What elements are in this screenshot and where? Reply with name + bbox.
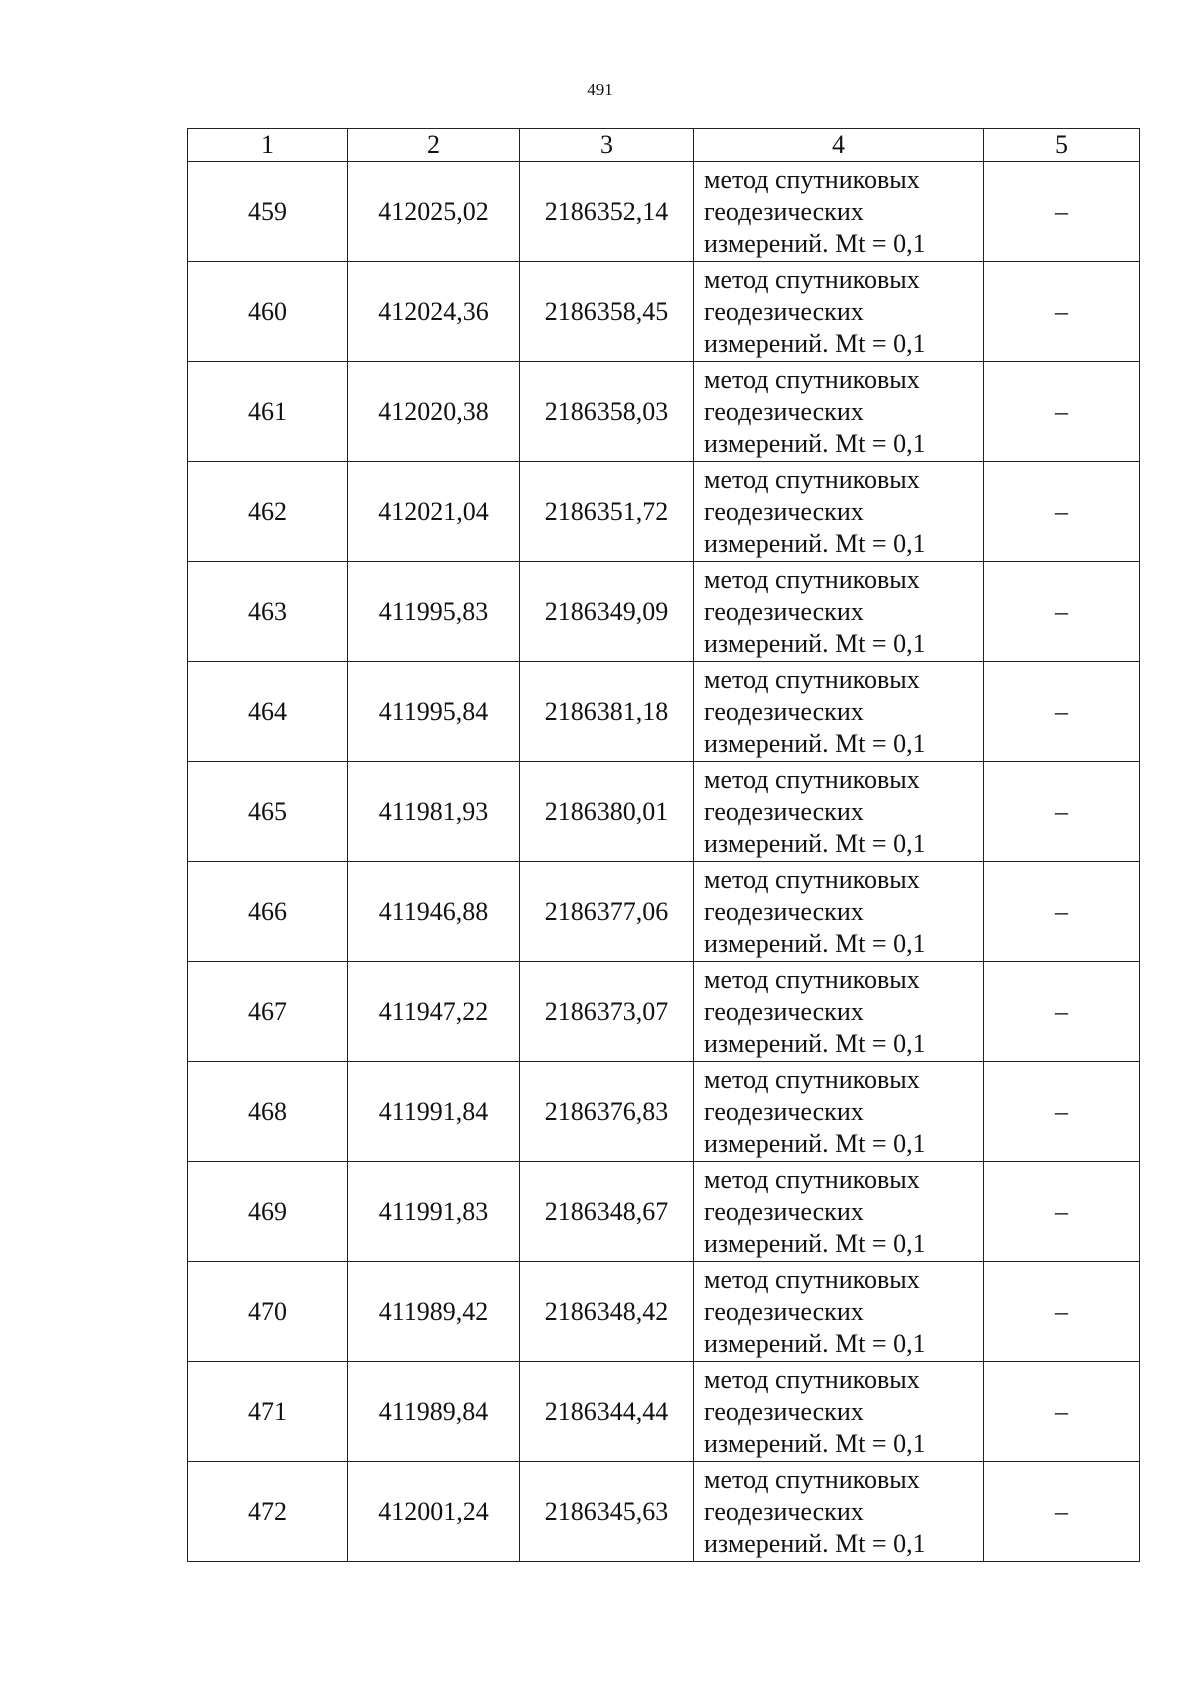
method-text-line: метод спутниковых: [704, 564, 920, 594]
method-text-line: геодезических: [704, 596, 864, 626]
table-row: [188, 1462, 1140, 1562]
method-cell: [694, 362, 984, 462]
method-cell: [694, 1362, 984, 1462]
x-coordinate-cell: 412025,02: [348, 162, 520, 262]
y-coordinate-cell: 2186345,63: [520, 1462, 694, 1562]
note-cell: –: [984, 162, 1140, 262]
table-row: [188, 462, 1140, 562]
method-text-line: метод спутниковых: [704, 1464, 920, 1494]
table-row: [188, 962, 1140, 1062]
y-coordinate-cell: 2186348,67: [520, 1162, 694, 1262]
method-text-line: метод спутниковых: [704, 1264, 920, 1294]
method-text-line: метод спутниковых: [704, 264, 920, 294]
method-text-line: геодезических: [704, 996, 864, 1026]
point-number-cell: 460: [188, 262, 348, 362]
y-coordinate-cell: 2186358,45: [520, 262, 694, 362]
y-coordinate-cell: 2186351,72: [520, 462, 694, 562]
note-cell: –: [984, 1162, 1140, 1262]
method-text-line: измерений. Mt = 0,1: [704, 528, 926, 558]
coordinates-table: [187, 128, 1140, 1562]
note-cell: –: [984, 962, 1140, 1062]
note-cell: –: [984, 262, 1140, 362]
note-cell: –: [984, 362, 1140, 462]
method-cell: [694, 662, 984, 762]
method-text-line: измерений. Mt = 0,1: [704, 328, 926, 358]
table-row: [188, 862, 1140, 962]
method-text-line: метод спутниковых: [704, 1164, 920, 1194]
method-text-line: измерений. Mt = 0,1: [704, 1028, 926, 1058]
method-text-line: геодезических: [704, 1496, 864, 1526]
method-text-line: геодезических: [704, 1296, 864, 1326]
y-coordinate-cell: 2186376,83: [520, 1062, 694, 1162]
method-cell: [694, 262, 984, 362]
method-text-line: метод спутниковых: [704, 164, 920, 194]
x-coordinate-cell: 411989,42: [348, 1262, 520, 1362]
method-cell: [694, 1262, 984, 1362]
method-cell: [694, 1462, 984, 1562]
note-cell: –: [984, 662, 1140, 762]
table-row: [188, 662, 1140, 762]
method-text-line: геодезических: [704, 796, 864, 826]
point-number-cell: 467: [188, 962, 348, 1062]
method-text-line: метод спутниковых: [704, 664, 920, 694]
method-text-line: измерений. Mt = 0,1: [704, 1528, 926, 1558]
table-header: [188, 129, 1140, 162]
y-coordinate-cell: 2186348,42: [520, 1262, 694, 1362]
x-coordinate-cell: 411995,83: [348, 562, 520, 662]
y-coordinate-cell: 2186381,18: [520, 662, 694, 762]
point-number-cell: 465: [188, 762, 348, 862]
method-text-line: измерений. Mt = 0,1: [704, 1428, 926, 1458]
point-number-cell: 470: [188, 1262, 348, 1362]
table-row: [188, 762, 1140, 862]
y-coordinate-cell: 2186344,44: [520, 1362, 694, 1462]
x-coordinate-cell: 411947,22: [348, 962, 520, 1062]
table-row: [188, 562, 1140, 662]
y-coordinate-cell: 2186377,06: [520, 862, 694, 962]
method-text-line: метод спутниковых: [704, 464, 920, 494]
point-number-cell: 466: [188, 862, 348, 962]
method-text-line: измерений. Mt = 0,1: [704, 1328, 926, 1358]
point-number-cell: 471: [188, 1362, 348, 1462]
method-cell: [694, 462, 984, 562]
method-text-line: геодезических: [704, 696, 864, 726]
point-number-cell: 461: [188, 362, 348, 462]
point-number-cell: 468: [188, 1062, 348, 1162]
x-coordinate-cell: 411981,93: [348, 762, 520, 862]
table-row: [188, 362, 1140, 462]
table-row: [188, 1362, 1140, 1462]
x-coordinate-cell: 411995,84: [348, 662, 520, 762]
x-coordinate-cell: 411991,83: [348, 1162, 520, 1262]
method-text-line: метод спутниковых: [704, 864, 920, 894]
y-coordinate-cell: 2186380,01: [520, 762, 694, 862]
column-header-4: 4: [694, 129, 984, 162]
point-number-cell: 463: [188, 562, 348, 662]
method-text-line: измерений. Mt = 0,1: [704, 1128, 926, 1158]
method-text-line: измерений. Mt = 0,1: [704, 628, 926, 658]
table-row: [188, 1262, 1140, 1362]
note-cell: –: [984, 1062, 1140, 1162]
method-text-line: геодезических: [704, 296, 864, 326]
note-cell: –: [984, 1362, 1140, 1462]
point-number-cell: 459: [188, 162, 348, 262]
y-coordinate-cell: 2186352,14: [520, 162, 694, 262]
method-text-line: метод спутниковых: [704, 1364, 920, 1394]
method-cell: [694, 562, 984, 662]
column-header-1: 1: [188, 129, 348, 162]
method-text-line: геодезических: [704, 896, 864, 926]
point-number-cell: 464: [188, 662, 348, 762]
note-cell: –: [984, 562, 1140, 662]
method-text-line: метод спутниковых: [704, 764, 920, 794]
method-text-line: геодезических: [704, 196, 864, 226]
column-header-5: 5: [984, 129, 1140, 162]
x-coordinate-cell: 412001,24: [348, 1462, 520, 1562]
note-cell: –: [984, 762, 1140, 862]
method-text-line: геодезических: [704, 1396, 864, 1426]
note-cell: –: [984, 1462, 1140, 1562]
point-number-cell: 472: [188, 1462, 348, 1562]
method-text-line: геодезических: [704, 1196, 864, 1226]
method-cell: [694, 1162, 984, 1262]
table-row: [188, 1162, 1140, 1262]
y-coordinate-cell: 2186373,07: [520, 962, 694, 1062]
x-coordinate-cell: 411989,84: [348, 1362, 520, 1462]
point-number-cell: 462: [188, 462, 348, 562]
note-cell: –: [984, 462, 1140, 562]
method-text-line: геодезических: [704, 1096, 864, 1126]
method-text-line: метод спутниковых: [704, 964, 920, 994]
note-cell: –: [984, 1262, 1140, 1362]
column-header-2: 2: [348, 129, 520, 162]
table-row: [188, 162, 1140, 262]
method-cell: [694, 1062, 984, 1162]
method-cell: [694, 862, 984, 962]
y-coordinate-cell: 2186349,09: [520, 562, 694, 662]
x-coordinate-cell: 412020,38: [348, 362, 520, 462]
header-row: [188, 129, 1140, 162]
method-text-line: измерений. Mt = 0,1: [704, 428, 926, 458]
method-text-line: измерений. Mt = 0,1: [704, 928, 926, 958]
table-row: [188, 262, 1140, 362]
y-coordinate-cell: 2186358,03: [520, 362, 694, 462]
method-text-line: метод спутниковых: [704, 364, 920, 394]
method-text-line: измерений. Mt = 0,1: [704, 728, 926, 758]
column-header-3: 3: [520, 129, 694, 162]
x-coordinate-cell: 412024,36: [348, 262, 520, 362]
method-text-line: измерений. Mt = 0,1: [704, 1228, 926, 1258]
method-text-line: измерений. Mt = 0,1: [704, 828, 926, 858]
table-body: [188, 162, 1140, 1562]
point-number-cell: 469: [188, 1162, 348, 1262]
x-coordinate-cell: 411991,84: [348, 1062, 520, 1162]
method-cell: [694, 162, 984, 262]
method-text-line: метод спутниковых: [704, 1064, 920, 1094]
method-text-line: геодезических: [704, 496, 864, 526]
method-text-line: измерений. Mt = 0,1: [704, 228, 926, 258]
method-text-line: геодезических: [704, 396, 864, 426]
method-cell: [694, 962, 984, 1062]
x-coordinate-cell: 412021,04: [348, 462, 520, 562]
note-cell: –: [984, 862, 1140, 962]
table-row: [188, 1062, 1140, 1162]
x-coordinate-cell: 411946,88: [348, 862, 520, 962]
page-number: 491: [587, 80, 613, 99]
method-cell: [694, 762, 984, 862]
